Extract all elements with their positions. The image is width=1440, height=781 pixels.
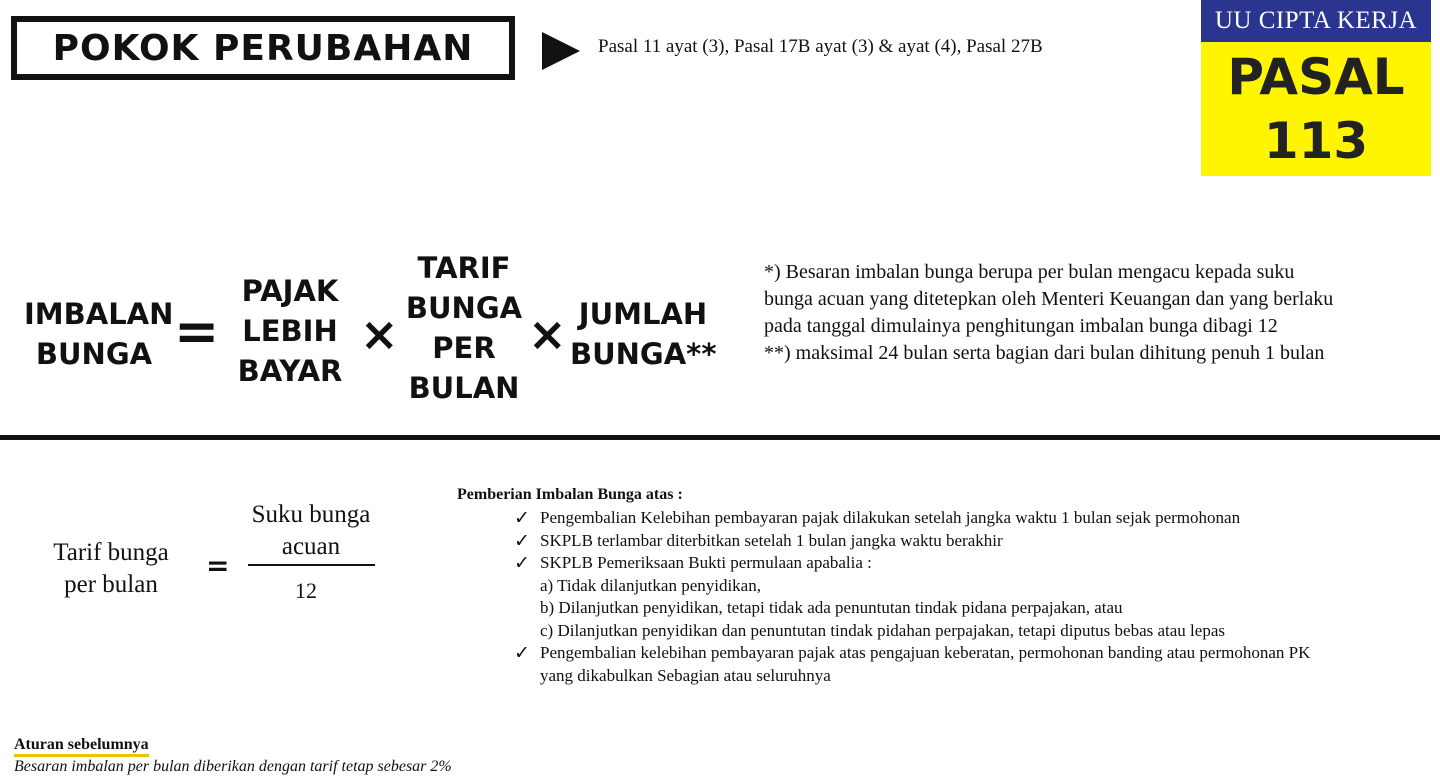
formula-term-monthly-rate bbox=[404, 248, 524, 408]
header-title: POKOK PERUBAHAN bbox=[52, 27, 474, 69]
formula-term-line: PER bbox=[432, 331, 496, 365]
fraction-bar bbox=[248, 564, 375, 566]
list-item bbox=[514, 530, 1424, 553]
formula-term-line: TARIF bbox=[417, 251, 511, 285]
conditions-title: Pemberian Imbalan Bunga atas : bbox=[457, 486, 683, 503]
formula-term-months bbox=[570, 294, 716, 374]
note-line: bunga acuan yang ditetepkan oleh Menteri Keuangan dan yang berlaku bbox=[764, 288, 1334, 310]
conditions-list bbox=[514, 507, 1424, 687]
list-item-continuation: yang dikabulkan Sebagian atau seluruhnya bbox=[540, 665, 831, 685]
badge-law-name: UU CIPTA KERJA bbox=[1201, 0, 1431, 42]
sub-list-item: c) Dilanjutkan penyidikan dan penuntutan tindak pidahan perpajakan, tetapi diputus bebas atau lepas bbox=[540, 620, 1225, 640]
formula-term-line: BAYAR bbox=[237, 354, 343, 388]
formula-term-line: JUMLAH bbox=[578, 297, 708, 331]
list-item-text: Pengembalian kelebihan pembayaran pajak atas pengajuan keberatan, permohonan banding atau permohonan PK bbox=[540, 643, 1311, 662]
header-title-box bbox=[11, 16, 515, 80]
note-line: pada tanggal dimulainya penghitungan imbalan bunga dibagi 12 bbox=[764, 315, 1278, 337]
list-item-text: SKPLB Pemeriksaan Bukti permulaan apabalia : bbox=[540, 553, 872, 572]
checkmark-icon: ✓ bbox=[514, 529, 530, 552]
formula-term-line: BUNGA** bbox=[570, 337, 717, 371]
formula-term-line: BULAN bbox=[408, 371, 520, 405]
previous-rule-text: Besaran imbalan per bulan diberikan dengan tarif tetap sebesar 2% bbox=[14, 758, 452, 775]
rate-equals-sign: = bbox=[206, 549, 230, 582]
rate-formula-lhs bbox=[36, 537, 186, 601]
sub-list-item: a) Tidak dilanjutkan penyidikan, bbox=[540, 575, 761, 595]
numerator-line: Suku bunga bbox=[251, 501, 371, 528]
rate-numerator bbox=[236, 499, 386, 563]
formula-notes bbox=[764, 259, 1424, 367]
list-item bbox=[514, 642, 1424, 665]
checkmark-icon: ✓ bbox=[514, 642, 530, 664]
previous-rule-title: Aturan sebelumnya bbox=[14, 736, 149, 757]
badge-article bbox=[1201, 42, 1431, 176]
multiply-sign: × bbox=[360, 307, 399, 361]
list-item bbox=[514, 507, 1424, 530]
formula-lhs-line: BUNGA bbox=[35, 337, 153, 371]
multiply-sign: × bbox=[528, 307, 567, 361]
formula-lhs bbox=[24, 294, 174, 374]
badge-article-label: PASAL bbox=[1227, 48, 1405, 106]
sub-list-item: b) Dilanjutkan penyidikan, tetapi tidak ada penuntutan tindak pidana perpajakan, atau bbox=[540, 598, 1123, 617]
rate-lhs-line: Tarif bunga bbox=[53, 539, 169, 566]
badge-article-number: 113 bbox=[1263, 112, 1369, 170]
formula-lhs-line: IMBALAN bbox=[24, 297, 174, 331]
list-item-text: SKPLB terlambar diterbitkan setelah 1 bulan jangka waktu berakhir bbox=[540, 530, 1003, 550]
header-reference: Pasal 11 ayat (3), Pasal 17B ayat (3) & ayat (4), Pasal 27B bbox=[598, 36, 1043, 57]
formula-term-overpaid-tax bbox=[230, 271, 350, 391]
equals-sign: = bbox=[174, 300, 220, 363]
formula-term-line: PAJAK bbox=[241, 274, 339, 308]
checkmark-icon: ✓ bbox=[514, 507, 530, 529]
list-item-text: Pengembalian Kelebihan pembayaran pajak dilakukan setelah jangka waktu 1 bulan sejak permohonan bbox=[540, 508, 1241, 527]
article-badge bbox=[1201, 0, 1431, 176]
formula-term-line: LEBIH bbox=[242, 314, 338, 348]
checkmark-icon: ✓ bbox=[514, 552, 530, 574]
list-item bbox=[514, 552, 1424, 575]
note-line: *) Besaran imbalan bunga berupa per bulan mengacu kepada suku bbox=[764, 261, 1295, 283]
numerator-line: acuan bbox=[281, 533, 341, 560]
rate-denominator: 12 bbox=[295, 578, 317, 603]
arrow-right-icon bbox=[542, 32, 580, 70]
formula-term-line: BUNGA bbox=[405, 291, 523, 325]
rate-lhs-line: per bulan bbox=[64, 571, 158, 598]
note-line: **) maksimal 24 bulan serta bagian dari bulan dihitung penuh 1 bulan bbox=[764, 342, 1325, 364]
section-divider bbox=[0, 435, 1440, 440]
